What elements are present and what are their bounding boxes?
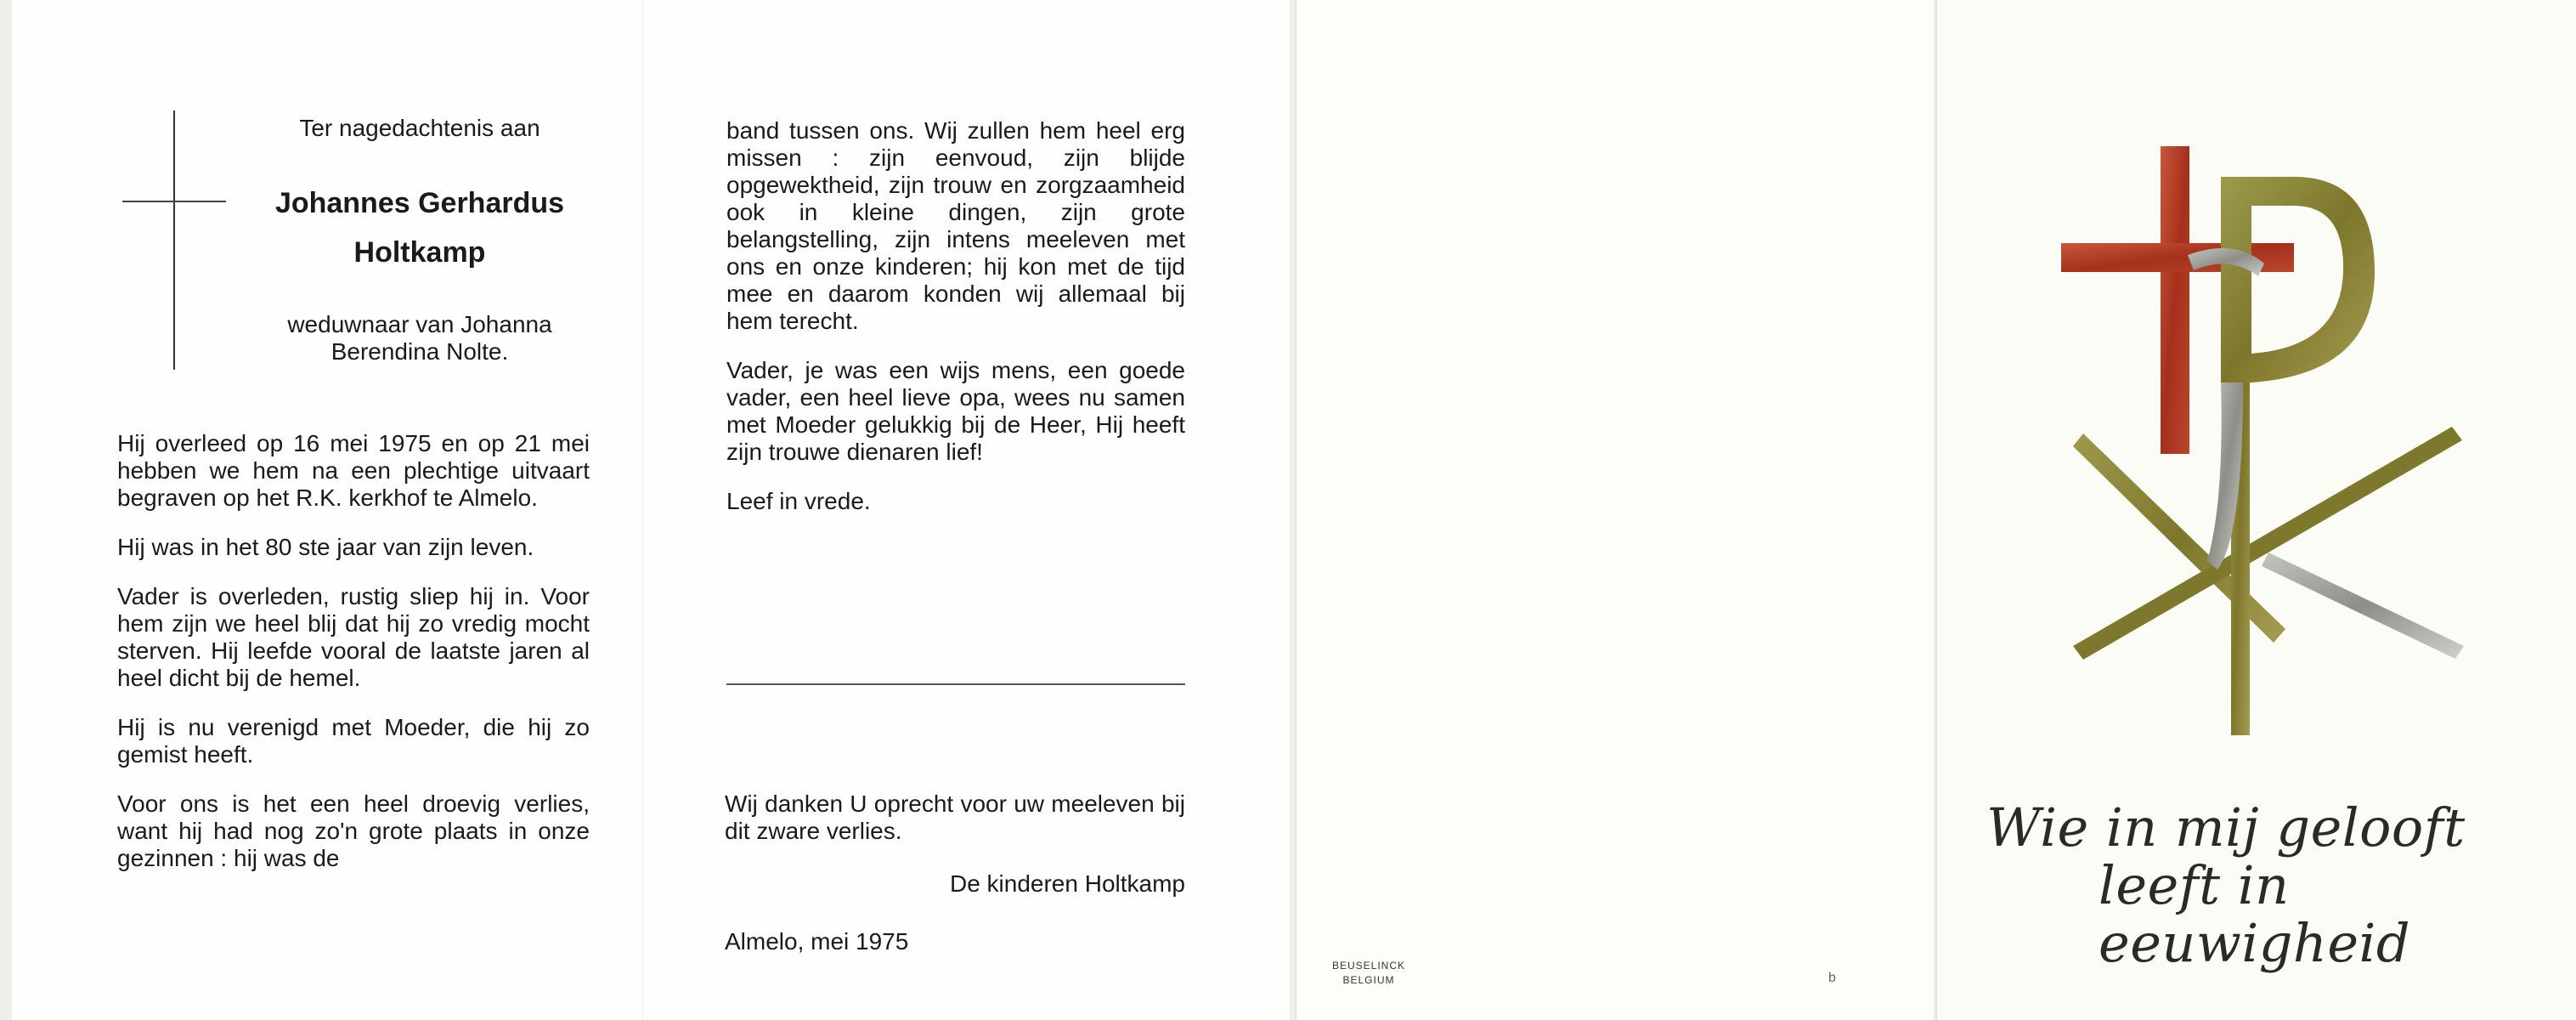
divider-line xyxy=(726,683,1185,685)
rho-loop xyxy=(2221,177,2375,382)
cross-ornament-vertical xyxy=(173,110,175,370)
thanks-text: Wij danken U oprecht voor uw meeleven bij dit zware verlies. xyxy=(725,790,1185,844)
printer-name: BEUSELINCK xyxy=(1331,960,1406,972)
chi-stroke-3 xyxy=(2262,552,2464,659)
chi-rho-cross-icon xyxy=(2039,128,2481,756)
small-mark: b xyxy=(1828,971,1836,985)
spouse-line-1: weduwnaar van Johanna xyxy=(287,311,552,337)
verse-line-1: Wie in mij gelooft xyxy=(1986,796,2466,858)
red-cross-vertical xyxy=(2161,146,2189,454)
thanks-block xyxy=(725,790,1185,845)
place-date: Almelo, mei 1975 xyxy=(725,928,909,955)
card-page-left xyxy=(12,0,642,1020)
paragraph-farewell: Vader, je was een wijs mens, een goede vader, een heel lieve opa, wees nu samen met Moeder gelukkig bij de Heer, Hij heeft zijn trouwe dienaren lief! xyxy=(726,357,1185,465)
card-cover xyxy=(1935,0,2576,1020)
spouse-line-2: Berendina Nolte. xyxy=(330,338,509,365)
deceased-name-first: Johannes Gerhardus xyxy=(274,187,565,219)
verse-line-2: leeft in eeuwigheid xyxy=(2099,854,2411,974)
printer-country: BELGIUM xyxy=(1342,974,1395,986)
signature: De kinderen Holtkamp xyxy=(949,870,1185,897)
card-back-page xyxy=(1295,0,1934,1020)
cross-ornament-horizontal xyxy=(122,201,226,202)
chi-stroke-1 xyxy=(2073,434,2285,643)
paragraph-peace: Leef in vrede. xyxy=(726,488,871,514)
left-text-block xyxy=(117,430,590,872)
paragraph-age: Hij was in het 80 ste jaar van zijn leven. xyxy=(117,534,534,560)
paragraph-death: Hij overleed op 16 mei 1975 en op 21 mei hebben we hem na een plechtige uitvaart begraven op het R.K. kerkhof te Almelo. xyxy=(117,430,590,511)
heading: Ter nagedachtenis aan xyxy=(299,115,540,141)
printer-imprint xyxy=(1322,959,1415,988)
paragraph-peaceful: Vader is overleden, rustig sliep hij in. Voor hem zijn we heel blij dat hij zo vredig mocht sterven. Hij leefde vooral de laatste jaren al heel dicht bij de hemel. xyxy=(117,583,590,691)
card-page-right xyxy=(642,0,1290,1020)
right-text-block xyxy=(726,117,1185,515)
paragraph-bond: band tussen ons. Wij zullen hem heel erg missen : zijn eenvoud, zijn blijde opgewektheid, zijn trouw en zorgzaamheid ook in kleine dingen, zijn grote belangstelling, zijn intens meeleven met ons en onze kinderen; hij kon met de tijd mee en daarom konden wij allemaal bij hem terecht. xyxy=(726,117,1185,334)
paragraph-loss: Voor ons is het een heel droevig verlies, want hij had nog zo'n grote plaats in onze gezinnen : hij was de xyxy=(117,790,590,871)
paragraph-reunited: Hij is nu verenigd met Moeder, die hij zo gemist heeft. xyxy=(117,714,590,768)
deceased-name-last: Holtkamp xyxy=(353,236,486,269)
